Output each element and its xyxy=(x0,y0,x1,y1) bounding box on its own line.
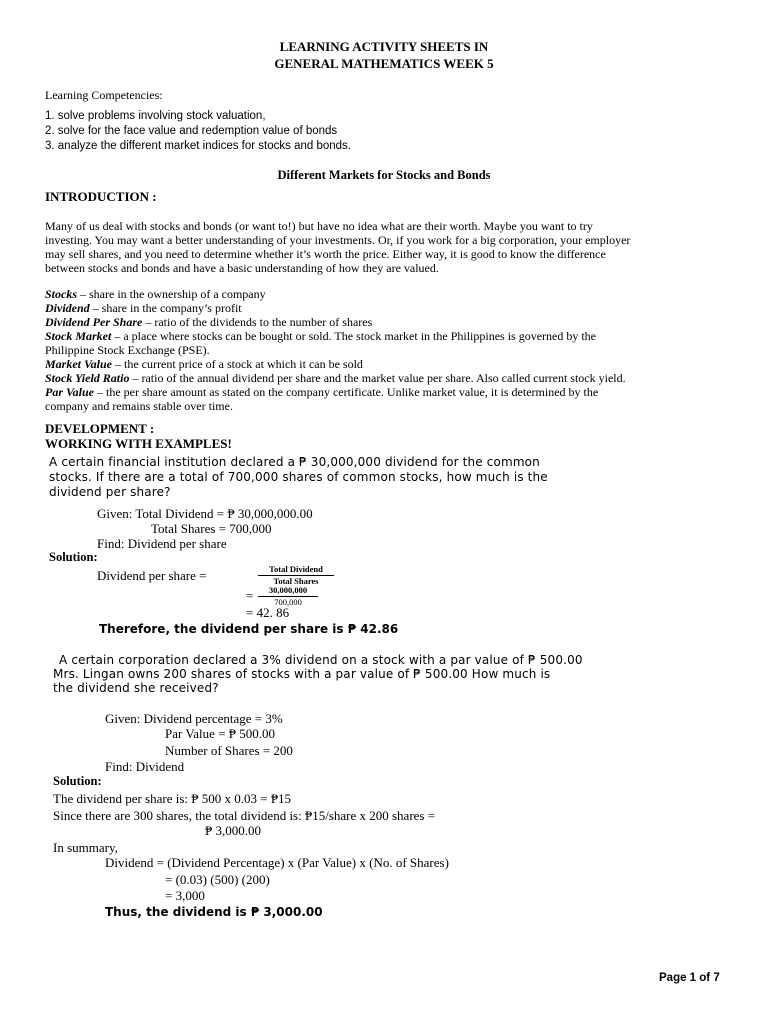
competency-item: 3. analyze the different market indices for stocks and bonds. xyxy=(45,140,351,152)
definition-text: – ratio of the dividends to the number of shares xyxy=(142,315,373,329)
example2-summary-label: In summary, xyxy=(53,840,118,855)
definition-text: – the current price of a stock at which it can be sold xyxy=(112,357,363,371)
definition-text: – the per share amount as stated on the company certificate. Unlike market value, it is determined by the xyxy=(94,385,599,399)
fraction-numerator: Total Dividend xyxy=(269,564,323,574)
formula-step: = 3,000 xyxy=(165,888,205,903)
definition-par-value xyxy=(45,385,598,400)
section-title: Different Markets for Stocks and Bonds xyxy=(277,168,491,182)
definition-dividend xyxy=(45,301,242,316)
example2-find: Find: Dividend xyxy=(105,759,185,774)
example2-problem-line: Mrs. Lingan owns 200 shares of stocks with a par value of ₱ 500.00 How much is xyxy=(53,667,551,681)
working-examples-heading: WORKING WITH EXAMPLES! xyxy=(45,436,232,451)
definition-term: Par Value xyxy=(45,385,95,399)
example1-result: = 42. 86 xyxy=(246,605,290,620)
competency-item: 1. solve problems involving stock valuation, xyxy=(45,110,266,122)
example2-solution-line: The dividend per share is: ₱ 500 x 0.03 = ₱15 xyxy=(53,791,292,806)
example2-given-par-value: Par Value = ₱ 500.00 xyxy=(165,726,276,741)
definition-stock-yield-ratio xyxy=(45,371,626,386)
example1-problem-line: A certain financial institution declared a ₱ 30,000,000 dividend for the common xyxy=(49,455,540,469)
competencies-label: Learning Competencies: xyxy=(45,88,163,102)
example2-problem-line: the dividend she received? xyxy=(53,681,219,695)
intro-line: may sell shares, and you need to determine whether it’s worth the price. Either way, it is good to know the difference xyxy=(45,247,606,261)
definition-term: Stock Market xyxy=(45,329,112,343)
example1-problem-line: stocks. If there are a total of 700,000 shares of common stocks, how much is the xyxy=(49,470,548,484)
equals-sign: = xyxy=(246,588,254,603)
fraction-denominator: Total Shares xyxy=(273,576,319,586)
example2-given-number-of-shares: Number of Shares = 200 xyxy=(165,743,293,758)
competency-item: 2. solve for the face value and redemption value of bonds xyxy=(45,125,338,137)
page-number: Page 1 of 7 xyxy=(659,972,720,984)
example2-solution-line: ₱ 3,000.00 xyxy=(205,823,261,838)
definition-text: – share in the ownership of a company xyxy=(77,287,266,301)
example1-given-total-shares: Total Shares = 700,000 xyxy=(151,521,272,536)
intro-line: Many of us deal with stocks and bonds (or want to!) but have no idea what are their worth. Maybe you want to try xyxy=(45,219,593,233)
definition-market-value xyxy=(45,357,363,372)
definition-stock-market xyxy=(45,329,596,344)
document-title-line1: LEARNING ACTIVITY SHEETS IN xyxy=(279,39,489,54)
definition-continuation: company and remains stable over time. xyxy=(45,399,233,413)
example2-solution-line: Since there are 300 shares, the total dividend is: ₱15/share x 200 shares = xyxy=(53,808,436,823)
definition-term: Stocks xyxy=(45,287,78,301)
fraction-numerator: 30,000,000 xyxy=(268,585,308,595)
definition-dividend-per-share xyxy=(45,315,372,330)
example2-solution-label: Solution: xyxy=(53,774,102,788)
dividend-formula: Dividend = (Dividend Percentage) x (Par Value) x (No. of Shares) xyxy=(105,855,449,870)
dividend-per-share-label: Dividend per share = xyxy=(97,568,207,583)
example1-problem-line: dividend per share? xyxy=(49,485,171,499)
definition-continuation: Philippine Stock Exchange (PSE). xyxy=(45,343,210,357)
formula-step: = (0.03) (500) (200) xyxy=(165,872,270,887)
intro-line: between stocks and bonds and have a basic understanding of how they are valued. xyxy=(45,261,439,275)
definition-term: Dividend xyxy=(45,301,90,315)
example1-solution-label: Solution: xyxy=(49,550,98,564)
definition-term: Stock Yield Ratio xyxy=(45,371,130,385)
definition-text: – ratio of the annual dividend per share and the market value per share. Also called current stock yield. xyxy=(129,371,626,385)
example2-conclusion: Thus, the dividend is ₱ 3,000.00 xyxy=(105,905,323,919)
example2-given-dividend-percentage: Given: Dividend percentage = 3% xyxy=(105,711,283,726)
development-heading: DEVELOPMENT : xyxy=(45,421,155,436)
definition-term: Dividend Per Share xyxy=(45,315,143,329)
definition-term: Market Value xyxy=(45,357,113,371)
introduction-heading: INTRODUCTION : xyxy=(45,189,157,204)
definition-text: – share in the company’s profit xyxy=(89,301,242,315)
example1-find: Find: Dividend per share xyxy=(97,536,227,551)
example1-conclusion: Therefore, the dividend per share is ₱ 42.86 xyxy=(99,622,399,636)
example2-problem-line: A certain corporation declared a 3% dividend on a stock with a par value of ₱ 500.00 xyxy=(59,653,583,667)
definition-text: – a place where stocks can be bought or sold. The stock market in the Philippines is governed by the xyxy=(111,329,597,343)
example1-given-total-dividend: Given: Total Dividend = ₱ 30,000,000.00 xyxy=(97,506,313,521)
intro-line: investing. You may want a better understanding of your investments. Or, if you work for a big corporation, your employer xyxy=(45,233,631,247)
fraction-denominator: 700,000 xyxy=(274,597,302,607)
definition-stocks xyxy=(45,287,266,302)
document-title-line2: GENERAL MATHEMATICS WEEK 5 xyxy=(274,56,494,71)
